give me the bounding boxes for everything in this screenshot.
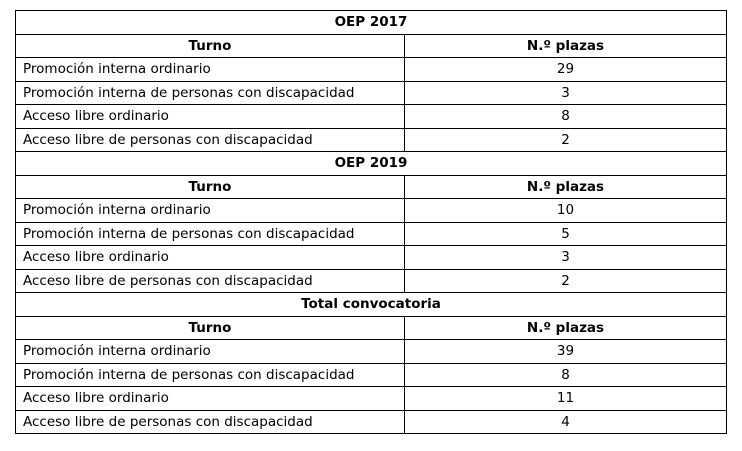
plazas-cell: 29	[405, 58, 727, 82]
turno-header: Turno	[16, 175, 405, 199]
section-title: OEP 2019	[16, 152, 727, 176]
column-header-row	[16, 34, 727, 58]
turno-cell: Promoción interna ordinario	[16, 340, 405, 364]
table-row	[16, 410, 727, 434]
column-header-row	[16, 316, 727, 340]
plazas-table	[15, 10, 727, 434]
plazas-cell: 3	[405, 246, 727, 270]
turno-cell: Promoción interna ordinario	[16, 199, 405, 223]
column-header-row	[16, 175, 727, 199]
plazas-cell: 8	[405, 363, 727, 387]
table-row	[16, 199, 727, 223]
plazas-header: N.º plazas	[405, 175, 727, 199]
turno-cell: Acceso libre ordinario	[16, 246, 405, 270]
turno-cell: Promoción interna de personas con discapacidad	[16, 363, 405, 387]
table-row	[16, 222, 727, 246]
plazas-header: N.º plazas	[405, 34, 727, 58]
table-row	[16, 58, 727, 82]
table-row	[16, 387, 727, 411]
turno-cell: Acceso libre ordinario	[16, 387, 405, 411]
table-row	[16, 105, 727, 129]
turno-header: Turno	[16, 316, 405, 340]
turno-cell: Promoción interna ordinario	[16, 58, 405, 82]
plazas-cell: 39	[405, 340, 727, 364]
table-row	[16, 340, 727, 364]
turno-cell: Acceso libre ordinario	[16, 105, 405, 129]
plazas-cell: 2	[405, 128, 727, 152]
table-row	[16, 81, 727, 105]
plazas-cell: 3	[405, 81, 727, 105]
section-title-row	[16, 11, 727, 35]
table-row	[16, 246, 727, 270]
section-title: Total convocatoria	[16, 293, 727, 317]
table-row	[16, 128, 727, 152]
plazas-cell: 2	[405, 269, 727, 293]
section-title: OEP 2017	[16, 11, 727, 35]
table-row	[16, 269, 727, 293]
turno-cell: Acceso libre de personas con discapacidad	[16, 410, 405, 434]
plazas-cell: 5	[405, 222, 727, 246]
turno-cell: Acceso libre de personas con discapacidad	[16, 128, 405, 152]
plazas-header: N.º plazas	[405, 316, 727, 340]
table-row	[16, 363, 727, 387]
turno-cell: Promoción interna de personas con discapacidad	[16, 222, 405, 246]
turno-header: Turno	[16, 34, 405, 58]
section-title-row	[16, 293, 727, 317]
plazas-cell: 10	[405, 199, 727, 223]
turno-cell: Acceso libre de personas con discapacidad	[16, 269, 405, 293]
plazas-cell: 8	[405, 105, 727, 129]
plazas-cell: 4	[405, 410, 727, 434]
plazas-cell: 11	[405, 387, 727, 411]
section-title-row	[16, 152, 727, 176]
turno-cell: Promoción interna de personas con discapacidad	[16, 81, 405, 105]
